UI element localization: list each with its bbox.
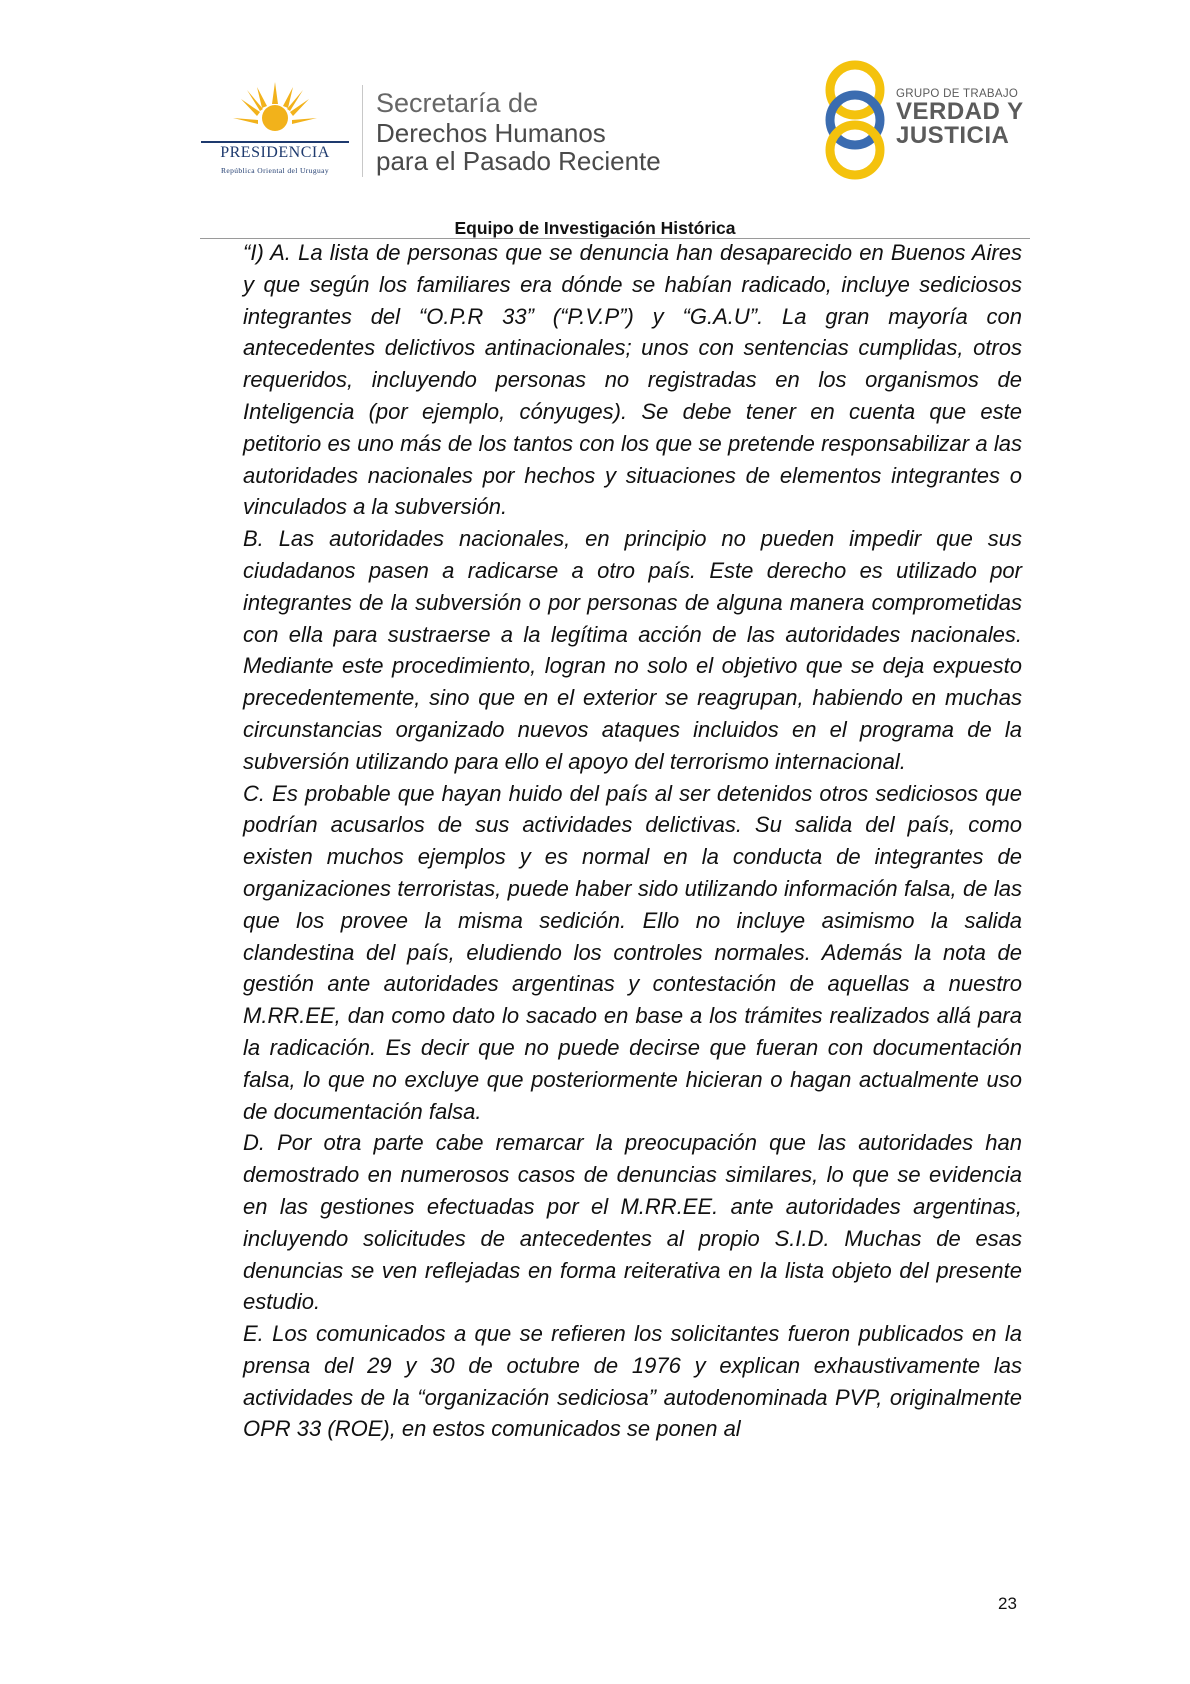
grupo-trabajo-logo (820, 58, 1030, 183)
secretaria-title (376, 90, 661, 176)
paragraph-b: B. Las autoridades nacionales, en principio no pueden impedir que sus ciudadanos pasen a radicarse a otro país. Este derecho es utilizado por integrantes de la subversión o por personas de alguna manera comprometidas con ella para sustraerse a la legítima acción de las autoridades nacionales. Mediante este procedimiento, logran no solo el objetivo que se deja expuesto precedentemente, sino que en el exterior se reagrupan, habiendo en muchas circunstancias organizado nuevos ataques incluidos en el programa de la subversión utilizando para ello el apoyo del terrorismo internacional. (243, 526, 1022, 774)
grupo-trabajo-text (896, 88, 1024, 148)
rings-icon (820, 58, 890, 183)
paragraph-e: E. Los comunicados a que se refieren los solicitantes fueron publicados en la prensa del 29 y 30 de octubre de 1976 y explican exhaustivamente las actividades de la “organización sediciosa” autodenominada PVP, originalmente OPR 33 (ROE), en estos comunicados se ponen al (243, 1321, 1022, 1442)
document-body (243, 237, 1022, 1445)
secretaria-line-2: Derechos Humanos (376, 118, 606, 148)
paragraph-d: D. Por otra parte cabe remarcar la preocupación que las autoridades han demostrado en numerosos casos de denuncias similares, lo que se evidencia en las gestiones efectuadas por el M.RR.EE. ante autoridades argentinas, incluyendo solicitudes de antecedentes al propio S.I.D. Muchas de esas denuncias se ven reflejadas en forma reiterativa en la lista objeto del presente estudio. (243, 1130, 1022, 1315)
header-divider (362, 85, 363, 177)
team-heading: Equipo de Investigación Histórica (454, 218, 736, 238)
sun-icon (233, 82, 317, 142)
secretaria-line-1: Secretaría de (376, 88, 539, 118)
presidencia-rule (201, 141, 349, 143)
grupo-line-1: VERDAD Y (896, 98, 1024, 125)
secretaria-line-3: para el Pasado Reciente (376, 146, 661, 176)
grupo-small: GRUPO DE TRABAJO (896, 88, 1019, 100)
presidencia-logo (195, 82, 355, 182)
paragraph-c: C. Es probable que hayan huido del país al ser detenidos otros sediciosos que podrían acusarlos de sus actividades delictivas. Su salida del país, como existen muchos ejemplos y es normal en la conducta de integrantes de organizaciones terroristas, puede haber sido utilizando información falsa, de las que los provee la misma sedición. Ello no incluye asimismo la salida clandestina del país, eludiendo los controles normales. Además la nota de gestión ante autoridades argentinas y contestación de aquellas a nuestro M.RR.EE, dan como dato lo sacado en base a los trámites realizados allá para la radicación. Es decir que no puede decirse que fueran con documentación falsa, lo que no excluye que posteriormente hicieran o hagan actualmente uso de documentación falsa. (243, 780, 1022, 1124)
page-number: 23 (998, 1594, 1017, 1613)
presidencia-name: PRESIDENCIA (220, 144, 330, 161)
grupo-line-2: JUSTICIA (896, 122, 1010, 149)
presidencia-subtitle: República Oriental del Uruguay (220, 166, 329, 175)
paragraph-a: “I) A. La lista de personas que se denuncia han desaparecido en Buenos Aires y que según los familiares era dónde se habían radicado, incluye sediciosos integrantes del “O.P.R 33” (“P.V.P”) y “G.A.U”. La gran mayoría con antecedentes delictivos antinacionales; unos con sentencias cumplidas, otros requeridos, incluyendo personas no registradas en los organismos de Inteligencia (por ejemplo, cónyuges). Se debe tener en cuenta que este petitorio es uno más de los tantos con los que se pretende responsabilizar a las autoridades nacionales por hechos y situaciones de elementos integrantes o vinculados a la subversión. (243, 240, 1022, 520)
